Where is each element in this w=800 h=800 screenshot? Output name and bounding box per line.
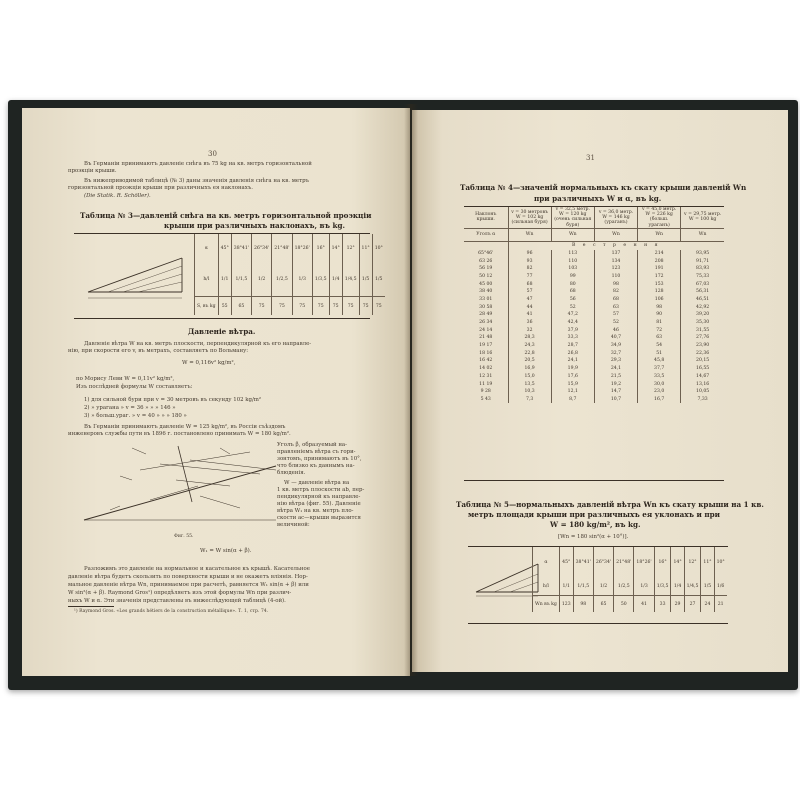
side-text-line: пендикулярной къ направле- [277, 494, 361, 500]
value-cell: 68 [594, 296, 637, 304]
header-cell: v = 30 метровъ W = 102 kg (сильная буря) [508, 207, 551, 228]
value-cell: 34,9 [594, 342, 637, 350]
table3-title: Таблица № 3—давленій снѣга на кв. метръ горизонтальной проэкціи [80, 211, 372, 220]
side-text-line: вѣтра W₁ на кв. метръ пло- [277, 508, 354, 514]
table-row [464, 250, 724, 258]
closing-line: давленіе вѣтра будетъ скользить по поверхности крыши и не окажетъ вліянія. Нор- [68, 574, 308, 580]
angle-cell: 45° [559, 547, 573, 577]
value-cell: 41 [508, 311, 551, 319]
value-cell: 7,3 [508, 396, 551, 404]
angle-cell: 11 19 [479, 381, 493, 387]
value-cell: 56 [551, 296, 594, 304]
header-cell: v = 29,75 метр. W = 100 kg [681, 207, 724, 228]
angle-cell: 14° [671, 547, 684, 577]
table5-title: Таблица № 5—нормальныхъ давленій вѣтра Wn къ скату крыши на 1 кв. [456, 500, 764, 509]
formula: W = 0,116v² kg/m², [182, 360, 236, 366]
side-text-line: правленіемъ вѣтра съ гори- [277, 449, 356, 455]
value-cell: 8,7 [551, 396, 594, 404]
figure-55-diagram [80, 440, 278, 528]
value-cell: 68 [508, 280, 551, 288]
value-cell: 29 [671, 596, 684, 613]
value-cell: 134 [594, 257, 637, 265]
ratio-cell: 1/2,5 [272, 262, 292, 297]
value-cell: 23,90 [681, 342, 724, 350]
value-cell: 39,20 [681, 311, 724, 319]
value-cell: 63 [594, 303, 637, 311]
table-row [464, 365, 724, 373]
value-cell: 72 [638, 326, 681, 334]
speed-line: 3) » больш.ураг. » v = 40 » » » 180 » [84, 413, 187, 419]
formula: [Wn = 180 sin²(α + 10°)]. [558, 534, 629, 540]
figure-caption: Фиг. 55. [174, 534, 194, 539]
label-cell: Wn въ kg [533, 596, 560, 613]
table-row [464, 288, 724, 296]
right-page [412, 110, 788, 672]
value-cell: 90 [638, 311, 681, 319]
table-row [464, 303, 724, 311]
label-cell: α [533, 547, 560, 577]
label-cell: S, въ kg [195, 297, 219, 316]
angle-cell: 63 26 [479, 258, 493, 264]
value-cell: 15,9 [551, 380, 594, 388]
formula: по Морису Леви W = 0,11v² kg/m², [76, 376, 175, 382]
value-cell: 21,5 [594, 373, 637, 381]
value-cell: 14,7 [594, 388, 637, 396]
value-cell: 47,2 [551, 311, 594, 319]
angle-cell: 28 49 [479, 312, 493, 318]
subheader-cell: Wn [681, 228, 724, 241]
value-cell: 56,31 [681, 288, 724, 296]
value-cell: 50 [614, 596, 634, 613]
header-cell: v = 36,0 метр. W = 146 kg (ураганъ) [594, 207, 637, 228]
value-cell: 51 [638, 349, 681, 357]
angle-cell: 18 16 [479, 350, 493, 356]
value-cell: 23,0 [638, 388, 681, 396]
value-cell: 172 [638, 273, 681, 281]
value-cell: 27,76 [681, 334, 724, 342]
ratio-cell: 1/1 [559, 577, 573, 596]
ratio-cell: 1/1,5 [573, 577, 593, 596]
angle-cell: 16 42 [479, 358, 493, 364]
angle-cell: 45 00 [479, 281, 493, 287]
value-cell: 7,33 [681, 396, 724, 404]
angle-cell: 26 34 [479, 320, 493, 326]
angle-cell: 21°48' [614, 547, 634, 577]
closing-line: W sin²(α + β). Raymond Gros¹) опредѣляетъ изъ этой формулы Wn при различ- [68, 590, 292, 596]
value-cell: 52 [594, 319, 637, 327]
side-text-line: 1 кв. метръ плоскости ab, пер- [277, 487, 365, 493]
intro-line: Въ Германіи принимаютъ давленіе снѣга въ 75 kg на кв. метръ горизонтальной [84, 161, 312, 167]
table-row [464, 357, 724, 365]
angle-cell: 10° [372, 234, 385, 262]
value-cell: 191 [638, 265, 681, 273]
angle-cell: 12 31 [479, 373, 493, 379]
value-cell: 35,30 [681, 319, 724, 327]
value-cell: 10,7 [594, 396, 637, 404]
table-row [464, 265, 724, 273]
ratio-cell: 1/3 [634, 577, 654, 596]
value-cell: 110 [594, 273, 637, 281]
ratio-cell: 1/4,5 [342, 262, 359, 297]
table-row [464, 296, 724, 304]
value-cell: 98 [573, 596, 593, 613]
table-row [464, 334, 724, 342]
ratio-cell: 1/3 [292, 262, 312, 297]
ratio-cell: 1/1,5 [231, 262, 251, 297]
value-cell: 37,7 [638, 365, 681, 373]
value-cell: 65 [231, 297, 251, 316]
side-text-line: блюденія. [277, 470, 306, 476]
ratio-cell: 1/4 [671, 577, 684, 596]
text-line: Изъ послѣдней формулы W составляетъ: [76, 384, 193, 390]
angle-cell: 26°34' [252, 234, 272, 262]
closing-line: мальное давленіе вѣтра Wn, принимаемое при расчетѣ, равняется W₁ sin(α + β) или [68, 582, 309, 588]
angle-cell: 14° [329, 234, 342, 262]
spaced-row: В е с т р е н н я [508, 241, 724, 249]
value-cell: 75 [252, 297, 272, 316]
table-row [464, 326, 724, 334]
value-cell: 91,71 [681, 257, 724, 265]
ratio-cell: 1/3,5 [654, 577, 671, 596]
value-cell: 123 [594, 265, 637, 273]
value-cell: 28,3 [508, 334, 551, 342]
value-cell: 82 [508, 265, 551, 273]
ratio-cell: 1/5 [701, 577, 714, 596]
value-cell: 75 [342, 297, 359, 316]
header-cell: v = 32,5 метр. W = 120 kg (очень сильная буря) [551, 207, 594, 228]
value-cell: 82 [594, 288, 637, 296]
intro-line: Въ нижеприводимой таблицѣ (№ 3) даны значенія давленія снѣга на кв. метръ [84, 178, 309, 184]
table4-title: Таблица № 4—значеній нормальныхъ къ скату крыши давленій Wn [460, 183, 747, 192]
page-number: 30 [208, 150, 217, 158]
ratio-cell: 1/6 [714, 577, 727, 596]
value-cell: 10,05 [681, 388, 724, 396]
value-cell: 99 [551, 273, 594, 281]
value-cell: 20,15 [681, 357, 724, 365]
wind-text-line: Давленіе вѣтра W на кв. метръ плоскости, перпендикулярной къ его направле- [84, 341, 312, 347]
ratio-cell: 1/5 [359, 262, 372, 297]
footnote-rule [68, 606, 114, 607]
value-cell: 214 [638, 250, 681, 258]
value-cell: 37,9 [551, 326, 594, 334]
header-cell: Наклонъ крыши. [464, 207, 508, 228]
angle-cell: 11° [359, 234, 372, 262]
value-cell: 75 [329, 297, 342, 316]
table3 [194, 234, 385, 315]
angle-cell: 12° [342, 234, 359, 262]
value-cell: 208 [638, 257, 681, 265]
table-row [464, 396, 724, 404]
angle-cell: 33 01 [479, 296, 493, 302]
angle-cell: 10° [714, 547, 727, 577]
closing-line: Разложимъ это давленіе на нормальное и касательное къ крышѣ. Касательное [84, 566, 310, 572]
subheader-cell: Wn [594, 228, 637, 241]
subheader-cell: Уголъ α [464, 228, 508, 241]
angle-cell: 11° [701, 547, 714, 577]
ratio-cell: 1/3,5 [312, 262, 329, 297]
table-row [464, 319, 724, 327]
value-cell: 55 [218, 297, 231, 316]
side-text-line: что близко къ даннымъ на- [277, 463, 355, 469]
value-cell: 26,8 [551, 349, 594, 357]
value-cell: 45,8 [638, 357, 681, 365]
value-cell: 24,1 [594, 365, 637, 373]
value-cell: 16,9 [508, 365, 551, 373]
value-cell: 106 [638, 296, 681, 304]
value-cell: 40,7 [594, 334, 637, 342]
value-cell: 46,51 [681, 296, 724, 304]
value-cell: 36 [508, 319, 551, 327]
value-cell: 110 [551, 257, 594, 265]
value-cell: 28,7 [551, 342, 594, 350]
value-cell: 16,55 [681, 365, 724, 373]
value-cell: 41 [634, 596, 654, 613]
text-line: Въ Германіи принимаютъ давленіе W = 125 kg/m², въ Россіи съѣздомъ [84, 424, 286, 430]
value-cell: 16,7 [638, 396, 681, 404]
value-cell: 96 [508, 250, 551, 258]
angle-cell: 56 19 [479, 266, 493, 272]
value-cell: 12,1 [551, 388, 594, 396]
table3-title: крыши при различныхъ наклонахъ, въ kg. [164, 221, 346, 230]
speed-line: 2) » урагана » v = 36 » » » 146 » [84, 405, 176, 411]
value-cell: 93 [508, 257, 551, 265]
value-cell: 31,55 [681, 326, 724, 334]
value-cell: 75 [312, 297, 329, 316]
value-cell: 47 [508, 296, 551, 304]
table-row [464, 280, 724, 288]
table-row [464, 342, 724, 350]
subheader-cell: Wn [551, 228, 594, 241]
value-cell: 22,36 [681, 349, 724, 357]
value-cell: 123 [559, 596, 573, 613]
ratio-cell: 1/1 [218, 262, 231, 297]
table-row [464, 388, 724, 396]
angle-cell: 9 28 [480, 389, 491, 395]
value-cell: 68 [551, 288, 594, 296]
value-cell: 57 [508, 288, 551, 296]
label-cell: h/l [195, 262, 219, 297]
value-cell: 75 [372, 297, 385, 316]
value-cell: 19,2 [594, 380, 637, 388]
value-cell: 33,5 [638, 373, 681, 381]
value-cell: 27 [684, 596, 701, 613]
speed-line: 1) для сильной бури при v = 30 метровъ въ секунду 102 kg/m² [84, 397, 262, 403]
value-cell: 24,1 [551, 357, 594, 365]
value-cell: 19,9 [551, 365, 594, 373]
value-cell: 93,95 [681, 250, 724, 258]
angle-cell: 30 58 [479, 304, 493, 310]
value-cell: 13,16 [681, 380, 724, 388]
value-cell: 52 [551, 303, 594, 311]
value-cell: 98 [638, 303, 681, 311]
value-cell: 24,3 [508, 342, 551, 350]
roof-diagram [78, 244, 198, 304]
value-cell: 33,3 [551, 334, 594, 342]
value-cell: 22,8 [508, 349, 551, 357]
table-row [464, 373, 724, 381]
left-page [22, 108, 410, 676]
text-line: инженеровъ службы пути въ 1896 г. постановлено принимать W = 180 kg/m². [68, 431, 291, 437]
angle-cell: 21°48' [272, 234, 292, 262]
angle-cell: 16° [312, 234, 329, 262]
label-cell: h/l [533, 577, 560, 596]
side-text-line: скости ac—крыши выразится [277, 515, 361, 521]
value-cell: 57 [594, 311, 637, 319]
subheader-cell: Wn [638, 228, 681, 241]
value-cell: 20,5 [508, 357, 551, 365]
intro-line: горизонтальной проэкціи крыши при различныхъ ея наклонахъ. [68, 185, 253, 191]
table-rule [464, 480, 724, 481]
value-cell: 67,03 [681, 280, 724, 288]
angle-cell: 38°41' [231, 234, 251, 262]
formula: W₁ = W sin(α + β). [200, 548, 252, 554]
value-cell: 103 [551, 265, 594, 273]
angle-cell: 38 40 [479, 289, 493, 295]
value-cell: 15,0 [508, 373, 551, 381]
angle-cell: 21 48 [479, 335, 493, 341]
value-cell: 75 [359, 297, 372, 316]
book-gutter [404, 104, 418, 676]
value-cell: 65 [593, 596, 613, 613]
ratio-cell: 1/4 [329, 262, 342, 297]
angle-cell: 38°41' [573, 547, 593, 577]
value-cell: 113 [551, 250, 594, 258]
label-cell: α [195, 234, 219, 262]
angle-cell: 26°34' [593, 547, 613, 577]
angle-cell: 50 12 [479, 273, 493, 279]
value-cell: 24 [701, 596, 714, 613]
header-cell: v = 45,0 метр. W = 226 kg (больш. ураганъ) [638, 207, 681, 228]
value-cell: 42,4 [551, 319, 594, 327]
value-cell: 14,67 [681, 373, 724, 381]
angle-cell: 16° [654, 547, 671, 577]
footnote: ¹) Raymond Gros. «Les grands hétiers de la construction métallique». Т. 1, стр. 74. [74, 609, 269, 614]
angle-cell: 65°46' [478, 250, 494, 256]
value-cell: 80 [551, 280, 594, 288]
ratio-cell: 1/5 [372, 262, 385, 297]
page-number: 31 [586, 154, 595, 162]
intro-line: (Die Statik. R. Schöller). [84, 193, 151, 199]
table5-title: W = 180 kg/m², въ kg. [550, 520, 641, 529]
intro-line: проэкціи крыши. [68, 168, 117, 174]
value-cell: 42,92 [681, 303, 724, 311]
section-title: Давленіе вѣтра. [188, 327, 256, 336]
angle-cell: 5 43 [480, 396, 491, 402]
value-cell: 13,5 [508, 380, 551, 388]
value-cell: 83,93 [681, 265, 724, 273]
side-text-line: W — давленіе вѣтра на [284, 480, 350, 486]
value-cell: 153 [638, 280, 681, 288]
ratio-cell: 1/2,5 [614, 577, 634, 596]
table5 [532, 547, 727, 612]
value-cell: 75 [292, 297, 312, 316]
table4-title: при различныхъ W и α, въ kg. [534, 194, 662, 203]
ratio-cell: 1/2 [252, 262, 272, 297]
angle-cell: 14 02 [479, 366, 493, 372]
side-text-line: нію вѣтра (фиг. 55). Давленіе [277, 501, 361, 507]
table-row [464, 257, 724, 265]
value-cell: 10,3 [508, 388, 551, 396]
value-cell: 30,0 [638, 380, 681, 388]
value-cell: 21 [714, 596, 727, 613]
table5-title: метръ площади крыши при различныхъ ея уклонахъ и при [468, 510, 720, 519]
side-text-line: зонтомъ, принимаютъ въ 10°, [277, 456, 362, 462]
value-cell: 75,33 [681, 273, 724, 281]
value-cell: 63 [638, 334, 681, 342]
value-cell: 46 [594, 326, 637, 334]
value-cell: 128 [638, 288, 681, 296]
value-cell: 17,6 [551, 373, 594, 381]
angle-cell: 45° [218, 234, 231, 262]
table-row [464, 349, 724, 357]
side-text-line: Уголъ β, образуемый на- [277, 442, 347, 448]
angle-cell: 18°26' [634, 547, 654, 577]
angle-cell: 12° [684, 547, 701, 577]
value-cell: 75 [272, 297, 292, 316]
value-cell: 98 [594, 280, 637, 288]
value-cell: 33 [654, 596, 671, 613]
value-cell: 29,3 [594, 357, 637, 365]
value-cell: 137 [594, 250, 637, 258]
wind-text-line: нію, при скорости его v, въ метрахъ, составляетъ по Вольману: [68, 348, 249, 354]
subheader-cell: Wn [508, 228, 551, 241]
table-rule [74, 318, 370, 319]
angle-cell: 19 17 [479, 343, 493, 349]
value-cell: 81 [638, 319, 681, 327]
value-cell: 77 [508, 273, 551, 281]
table4 [464, 207, 724, 403]
side-text-line: величиной: [277, 522, 310, 528]
angle-cell: 24 14 [479, 327, 493, 333]
table-row [464, 273, 724, 281]
value-cell: 44 [508, 303, 551, 311]
table-row [464, 311, 724, 319]
value-cell: 54 [638, 342, 681, 350]
ratio-cell: 1/2 [593, 577, 613, 596]
table-rule [468, 623, 728, 624]
table-row [464, 380, 724, 388]
ratio-cell: 1/4,5 [684, 577, 701, 596]
value-cell: 32,7 [594, 349, 637, 357]
angle-cell: 18°26' [292, 234, 312, 262]
closing-line: ныхъ W и α. Эти значенія представлены въ нижеслѣдующей таблицѣ (4-ой). [68, 598, 286, 604]
value-cell: 32 [508, 326, 551, 334]
